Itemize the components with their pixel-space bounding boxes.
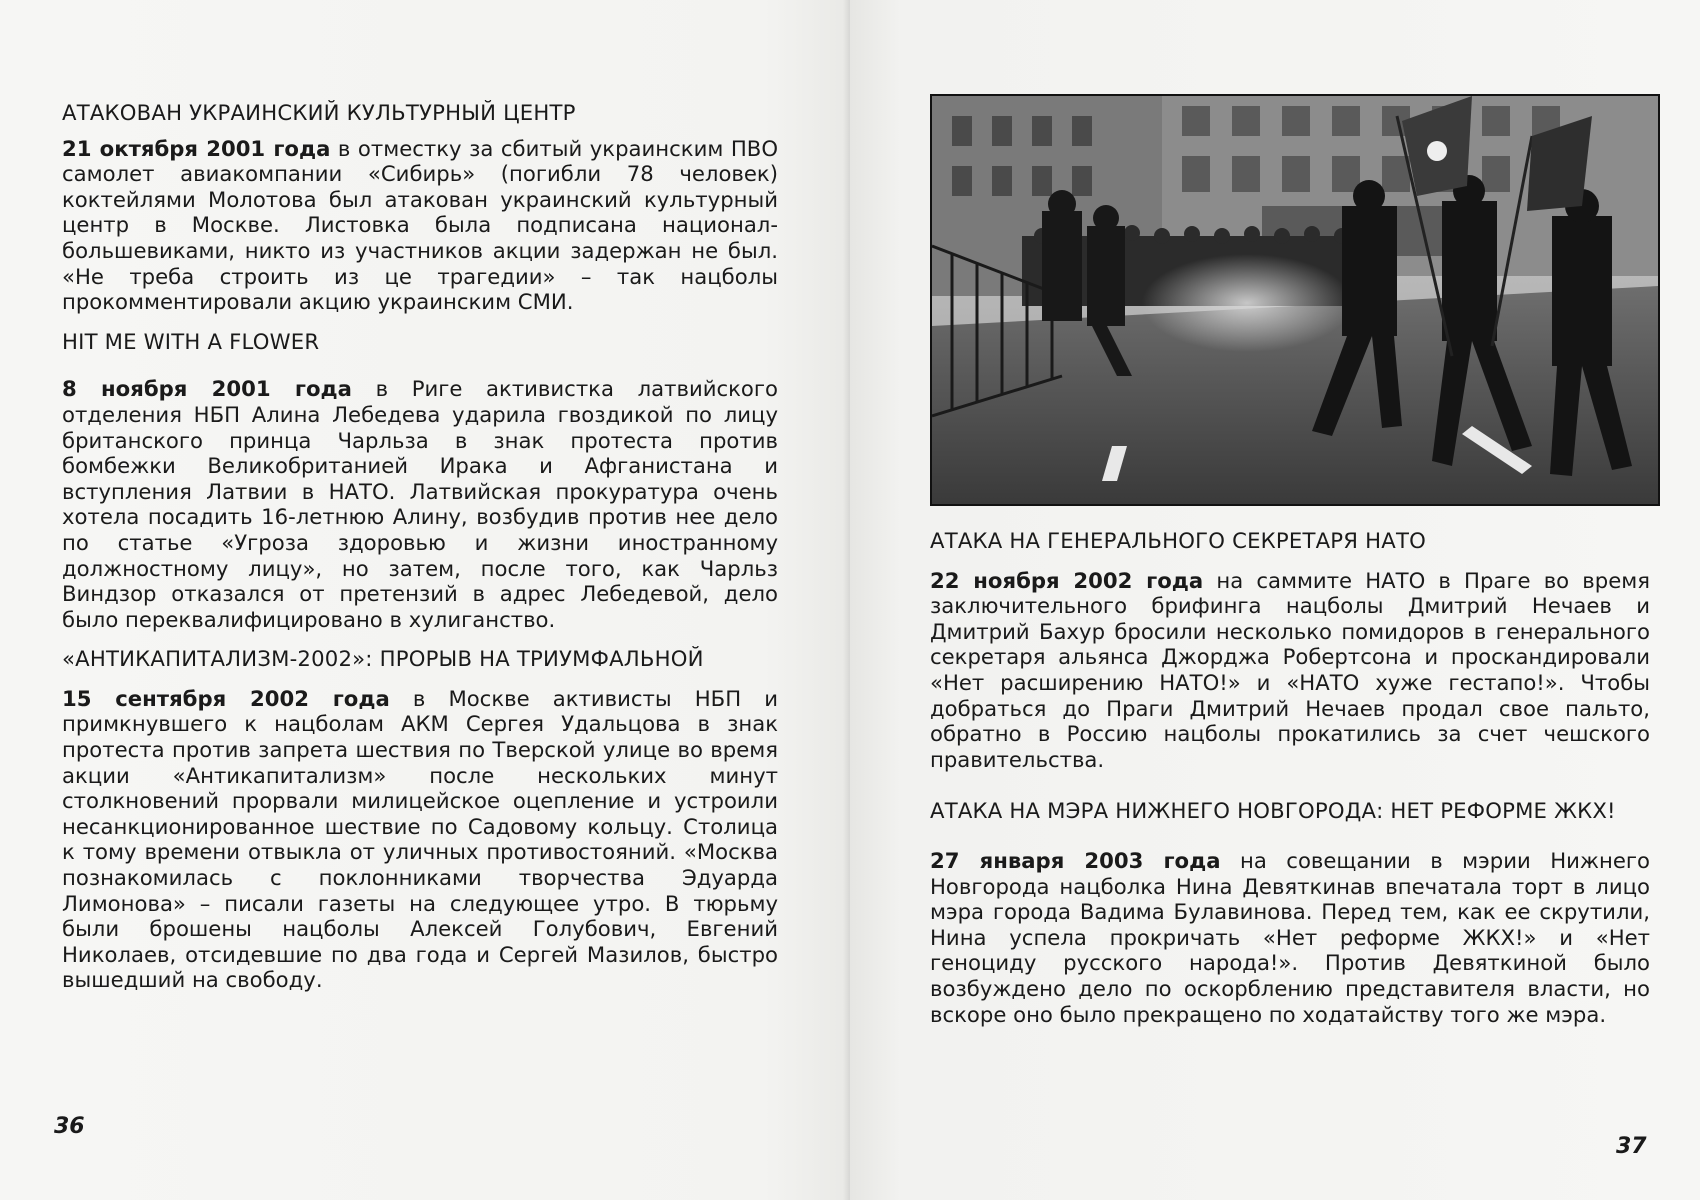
page-number-right: 37 (1616, 1134, 1647, 1159)
article-section (930, 798, 1650, 1027)
section-text: в Риге активистка латвийского отделения НБП Алина Лебедева ударила гвоздикой по лицу британского принца Чарльза в знак протеста против бомбежки Великобританией Ирака и Афганистана и вступления Латвии в НАТО. Латвийская прокуратура очень хотела посадить 16-летнюю Алину, возбудив против нее дело по статье «Угроза здоровью и жизни иностранному должностному лицу», но затем, после того, как Чарльз Виндзор отказался от претензий в адрес Лебедевой, дело было переквалифицировано в хулиганство. (62, 376, 778, 632)
protest-photo (930, 94, 1660, 506)
protest-photo-illustration (932, 96, 1658, 504)
section-body (930, 568, 1650, 773)
section-text: в отместку за сбитый украинским ПВО самолет авиакомпании «Сибирь» (погибли 78 человек) коктейлями Молотова был атакован украинский культурный центр в Москве. Листовка была подписана национал-большевиками, никто из участников акции задержан не был. «Не треба строить из це трагедии» – так нацболы прокомментировали акцию украинским СМИ. (62, 135, 778, 315)
page-number-left: 36 (54, 1114, 85, 1139)
section-date: 21 октября 2001 года (62, 135, 331, 161)
section-date: 15 сентября 2002 года (62, 685, 390, 711)
article-section (62, 329, 778, 633)
article-section (62, 100, 778, 315)
section-title: АТАКА НА ГЕНЕРАЛЬНОГО СЕКРЕТАРЯ НАТО (930, 528, 1426, 553)
section-body (62, 376, 778, 632)
section-body (62, 136, 778, 315)
left-text-column (62, 100, 778, 1007)
section-date: 22 ноября 2002 года (930, 567, 1204, 593)
right-text-column (930, 528, 1650, 1041)
section-body (62, 686, 778, 993)
section-date: 27 января 2003 года (930, 847, 1221, 873)
article-section (930, 528, 1650, 772)
section-text: в Москве активисты НБП и примкнувшего к нацболам АКМ Сергея Удальцова в знак протеста против запрета шествия по Тверской улице во время акции «Антикапитализм» после нескольких минут столкновений прорвали милицейское оцепление и устроили несанкционированное шествие по Садовому кольцу. Столица к тому времени отвыкла от уличных противостояний. «Москва познакомилась с поклонниками творчества Эдуарда Лимонова» – писали газеты на следующее утро. В тюрьму были брошены нацболы Алексей Голубович, Евгений Николаев, отсидевшие по два года и Сергей Мазилов, быстро вышедший на свободу. (62, 685, 778, 993)
section-title: АТАКОВАН УКРАИНСКИЙ КУЛЬТУРНЫЙ ЦЕНТР (62, 100, 576, 125)
section-date: 8 ноября 2001 года (62, 376, 352, 402)
article-section (62, 646, 778, 993)
section-text: на саммите НАТО в Праге во время заключительного брифинга нацболы Дмитрий Нечаев и Дмитрий Бахур бросили несколько помидоров в генерального секретаря альянса Джорджа Робертсона и проскандировали «Нет расширению НАТО!» и «НАТО хуже гестапо!». Чтобы добраться до Праги Дмитрий Нечаев продал свое пальто, обратно в Россию нацболы прокатились за счет чешского правительства. (930, 567, 1650, 772)
section-text: на совещании в мэрии Нижнего Новгорода нацболка Нина Девяткинав впечатала торт в лицо мэра города Вадима Булавинова. Перед тем, как ее скрутили, Нина успела прокричать «Нет реформе ЖКХ!» и «Нет геноциду русского народа!». Против Девяткиной было возбуждено дело по оскорблению представителя власти, но вскоре оно было прекращено по ходатайству того же мэра. (930, 847, 1651, 1027)
section-title: «АНТИКАПИТАЛИЗМ-2002»: ПРОРЫВ НА ТРИУМФАЛЬНОЙ (62, 646, 704, 672)
section-body (930, 848, 1650, 1027)
section-title: АТАКА НА МЭРА НИЖНЕГО НОВГОРОДА: НЕТ РЕФОРМЕ ЖКХ! (930, 798, 1616, 824)
section-title: HIT ME WITH A FLOWER (62, 328, 320, 354)
